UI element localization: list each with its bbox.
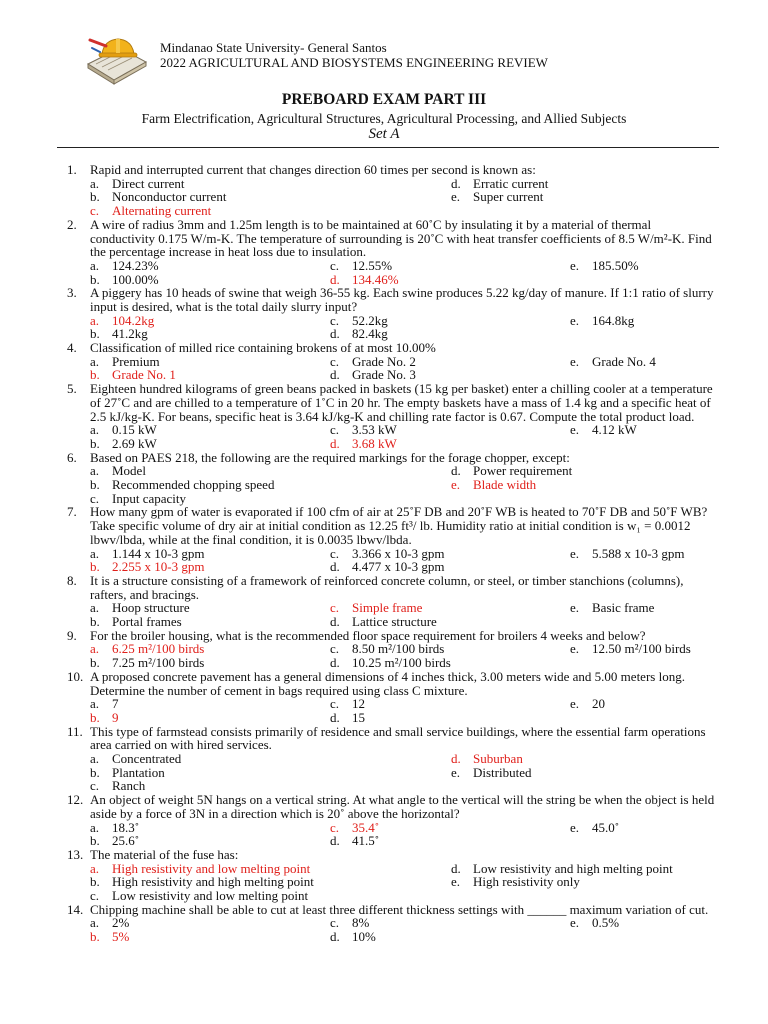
option-letter: c.: [330, 545, 340, 561]
option-text: 1.144 x 10-3 gpm: [112, 545, 205, 561]
answer-option: [330, 355, 416, 369]
question-stem: [0, 218, 768, 259]
question-text: A proposed concrete pavement has a general dimensions of 4 inches thick, 3.00 meters wide and 5.00 meters long. Determine the number of cement in bags required using class C mixture.: [90, 668, 685, 698]
option-letter: c.: [330, 312, 340, 328]
answer-option: [90, 437, 157, 451]
answer-option: [90, 492, 186, 506]
option-text: Grade No. 1: [112, 367, 176, 383]
question-number: 7.: [67, 504, 77, 520]
option-text: 10.25 m²/100 birds: [352, 655, 451, 671]
question-number: 13.: [67, 846, 84, 862]
option-letter: a.: [90, 696, 100, 712]
option-letter: d.: [451, 860, 461, 876]
option-letter: a.: [90, 819, 100, 835]
question-item: [0, 903, 768, 944]
option-text: 3.53 kW: [352, 422, 397, 438]
option-text: 82.4kg: [352, 326, 388, 342]
option-letter: b.: [90, 367, 100, 383]
option-letter: a.: [90, 545, 100, 561]
answer-option: [90, 834, 139, 848]
answer-option: [330, 314, 388, 328]
answer-option: [570, 355, 656, 369]
question-item: [0, 574, 768, 629]
option-letter: d.: [451, 175, 461, 191]
option-text: Recommended chopping speed: [112, 477, 275, 493]
question-item: [0, 286, 768, 341]
option-letter: d.: [330, 833, 340, 849]
option-text: Super current: [473, 189, 544, 205]
answer-option-correct: [451, 752, 523, 766]
question-item: [0, 505, 768, 574]
option-text: 41.5˚: [352, 833, 380, 849]
answer-option: [451, 862, 673, 876]
option-letter: b.: [90, 614, 100, 630]
answer-option: [451, 766, 532, 780]
option-letter: c.: [330, 915, 340, 931]
option-letter: a.: [90, 600, 100, 616]
option-letter: b.: [90, 764, 100, 780]
university-name: Mindanao State University- General Santos: [160, 40, 387, 55]
answer-option-correct: [90, 930, 129, 944]
answer-option: [90, 656, 204, 670]
answer-option: [90, 273, 159, 287]
option-text: Distributed: [473, 764, 532, 780]
option-text: 134.46%: [352, 271, 399, 287]
question-text: The material of the fuse has:: [90, 846, 239, 862]
answer-options: [0, 547, 768, 574]
answer-option: [451, 190, 543, 204]
option-text: 35.4˚: [352, 819, 380, 835]
answer-options: [0, 601, 768, 628]
option-letter: a.: [90, 312, 100, 328]
option-text: 45.0˚: [592, 819, 620, 835]
exam-subtitle: Farm Electrification, Agricultural Structures, Agricultural Processing, and Allied Subjects: [141, 111, 627, 126]
answer-option: [570, 821, 619, 835]
answer-option: [330, 259, 392, 273]
option-text: 10%: [352, 929, 376, 945]
answer-option: [90, 259, 159, 273]
answer-option: [330, 560, 444, 574]
option-letter: d.: [451, 751, 461, 767]
answer-option: [330, 930, 376, 944]
option-letter: d.: [330, 559, 340, 575]
exam-set: Set A: [368, 126, 400, 142]
question-number: 1.: [67, 162, 77, 177]
answer-option: [90, 601, 190, 615]
option-text: 185.50%: [592, 257, 639, 273]
answer-options: [0, 423, 768, 450]
answer-option: [330, 615, 437, 629]
answer-option-correct: [90, 314, 154, 328]
review-logo: [86, 34, 148, 86]
option-letter: c.: [330, 641, 340, 657]
question-text: For the broiler housing, what is the recommended floor space requirement for broilers 4 weeks and below?: [90, 627, 646, 643]
option-letter: d.: [330, 929, 340, 945]
answer-option-correct: [90, 204, 211, 218]
option-letter: c.: [330, 422, 340, 438]
question-stem: [0, 629, 768, 643]
answer-option: [90, 327, 148, 341]
exam-title: PREBOARD EXAM PART III: [281, 91, 487, 108]
answer-option-correct: [90, 560, 204, 574]
answer-option-correct: [451, 478, 536, 492]
answer-option: [570, 314, 634, 328]
answer-option: [570, 642, 691, 656]
option-letter: a.: [90, 175, 100, 191]
question-number: 8.: [67, 572, 77, 588]
option-letter: d.: [330, 367, 340, 383]
answer-option: [570, 697, 605, 711]
answer-options: [0, 916, 768, 943]
option-text: 12.55%: [352, 257, 393, 273]
option-text: Suburban: [473, 751, 523, 767]
option-letter: d.: [330, 271, 340, 287]
answer-option: [330, 423, 397, 437]
answer-options: [0, 697, 768, 724]
option-text: Alternating current: [112, 203, 212, 219]
option-text: 41.2kg: [112, 326, 148, 342]
answer-option: [90, 478, 274, 492]
option-text: Low resistivity and low melting point: [112, 888, 309, 904]
option-text: 4.477 x 10-3 gpm: [352, 559, 445, 575]
question-item: [0, 793, 768, 848]
answer-option: [90, 547, 204, 561]
option-text: 3.68 kW: [352, 435, 397, 451]
option-letter: e.: [570, 641, 580, 657]
option-text: Power requirement: [473, 463, 573, 479]
answer-option: [90, 766, 165, 780]
option-text: 2.255 x 10-3 gpm: [112, 559, 205, 575]
option-text: High resistivity only: [473, 874, 580, 890]
option-letter: b.: [90, 189, 100, 205]
answer-option: [330, 711, 365, 725]
question-item: [0, 451, 768, 506]
question-stem: [0, 903, 768, 917]
option-text: 2.69 kW: [112, 435, 157, 451]
option-text: Input capacity: [112, 490, 186, 506]
option-letter: d.: [451, 463, 461, 479]
answer-option: [90, 752, 181, 766]
option-letter: a.: [90, 463, 100, 479]
option-letter: d.: [330, 614, 340, 630]
option-letter: a.: [90, 860, 100, 876]
option-letter: e.: [570, 915, 580, 931]
option-letter: b.: [90, 929, 100, 945]
question-list: [0, 163, 768, 944]
question-item: [0, 341, 768, 382]
question-stem: [0, 848, 768, 862]
option-letter: a.: [90, 422, 100, 438]
question-stem: [0, 725, 768, 752]
option-text: 4.12 kW: [592, 422, 637, 438]
answer-option: [451, 464, 572, 478]
option-text: 12.50 m²/100 birds: [592, 641, 691, 657]
option-letter: e.: [570, 422, 580, 438]
answer-option: [90, 889, 308, 903]
option-text: Lattice structure: [352, 614, 437, 630]
option-text: 0.15 kW: [112, 422, 157, 438]
option-text: 8%: [352, 915, 370, 931]
option-text: 52.2kg: [352, 312, 388, 328]
answer-option: [330, 642, 444, 656]
option-letter: e.: [570, 312, 580, 328]
answer-option-correct: [90, 368, 176, 382]
option-text: 9: [112, 709, 119, 725]
question-stem: [0, 793, 768, 820]
option-letter: d.: [330, 709, 340, 725]
option-letter: c.: [90, 203, 100, 219]
question-stem: [0, 286, 768, 313]
question-text: An object of weight 5N hangs on a vertical string. At what angle to the vertical will the string be when the object is held aside by a force of 3N in a direction which is 20˚ above the horizontal?: [90, 792, 715, 821]
answer-options: [0, 177, 768, 218]
answer-option-correct: [330, 437, 397, 451]
answer-option: [90, 875, 314, 889]
option-text: High resistivity and low melting point: [112, 860, 311, 876]
answer-options: [0, 752, 768, 793]
answer-option: [330, 547, 444, 561]
answer-option-correct: [330, 821, 379, 835]
option-text: 0.5%: [592, 915, 620, 931]
review-title: 2022 AGRICULTURAL AND BIOSYSTEMS ENGINEERING REVIEW: [160, 55, 548, 70]
option-letter: e.: [451, 189, 461, 205]
option-letter: e.: [570, 600, 580, 616]
question-item: [0, 670, 768, 725]
answer-options: [0, 642, 768, 669]
question-number: 11.: [67, 723, 83, 739]
answer-options: [0, 862, 768, 903]
option-letter: d.: [330, 435, 340, 451]
option-letter: e.: [570, 696, 580, 712]
option-text: 8.50 m²/100 birds: [352, 641, 445, 657]
option-letter: b.: [90, 559, 100, 575]
option-text: Ranch: [112, 778, 146, 794]
option-letter: e.: [451, 764, 461, 780]
question-text: Based on PAES 218, the following are the required markings for the forage chopper, except:: [90, 449, 570, 465]
answer-option-correct: [330, 601, 422, 615]
answer-option: [90, 355, 160, 369]
question-number: 5.: [67, 381, 77, 397]
question-item: [0, 382, 768, 451]
option-letter: e.: [570, 545, 580, 561]
answer-option: [90, 697, 119, 711]
answer-option: [330, 368, 416, 382]
option-text: Low resistivity and high melting point: [473, 860, 673, 876]
question-text: Rapid and interrupted current that changes direction 60 times per second is known as:: [90, 162, 536, 177]
option-text: 5%: [112, 929, 130, 945]
question-stem: [0, 163, 768, 177]
question-text: A piggery has 10 heads of swine that weigh 36-55 kg. Each swine produces 5.22 kg/day of manure. If 1:1 ratio of slurry input is desired, what is the total daily slurry input?: [90, 285, 714, 314]
answer-options: [0, 314, 768, 341]
answer-option: [90, 779, 145, 793]
option-text: Model: [112, 463, 146, 479]
question-text: It is a structure consisting of a framework of reinforced concrete column, or steel, or timber stanchions (columns), rafters, and bracings.: [90, 572, 684, 602]
option-letter: c.: [90, 888, 100, 904]
option-text: 2%: [112, 915, 130, 931]
question-text: Classification of milled rice containing brokens of at most 10.00%: [90, 340, 436, 356]
answer-option-correct: [90, 642, 204, 656]
option-letter: e.: [451, 477, 461, 493]
answer-option: [90, 177, 185, 191]
option-text: Hoop structure: [112, 600, 190, 616]
option-letter: e.: [570, 819, 580, 835]
option-letter: b.: [90, 874, 100, 890]
answer-options: [0, 355, 768, 382]
answer-option: [330, 656, 451, 670]
option-letter: c.: [330, 600, 340, 616]
question-number: 10.: [67, 668, 84, 684]
question-stem: [0, 670, 768, 697]
option-text: 25.6˚: [112, 833, 140, 849]
option-text: 3.366 x 10-3 gpm: [352, 545, 445, 561]
option-text: Concentrated: [112, 751, 182, 767]
option-letter: a.: [90, 257, 100, 273]
answer-option: [330, 834, 379, 848]
question-text: Eighteen hundred kilograms of green beans packed in baskets (15 kg per basket) enter a chilling cooler at a temperature of 27˚C and are chilled to a temperature of 1˚C in 20 hr. The empty baskets have a mass of 1.4 kg and a specific heat of 2.5 kJ/kg-K. For beans, specific heat is 3.64 kJ/kg-K and chilling rate factor is 0.67. Compute the total product load.: [90, 381, 713, 424]
option-letter: a.: [90, 641, 100, 657]
answer-option: [90, 615, 182, 629]
question-item: [0, 218, 768, 287]
option-text: Nonconductor current: [112, 189, 227, 205]
header-divider: [57, 147, 719, 148]
option-letter: e.: [570, 257, 580, 273]
question-stem: [0, 574, 768, 601]
answer-option: [570, 601, 654, 615]
option-text: 104.2kg: [112, 312, 155, 328]
question-item: [0, 629, 768, 670]
answer-option: [90, 916, 129, 930]
option-letter: b.: [90, 271, 100, 287]
question-item: [0, 848, 768, 903]
option-letter: b.: [90, 833, 100, 849]
question-text: How many gpm of water is evaporated if 100 cfm of air at 25˚F DB and 20˚F WB is heated to 70˚F DB and 50˚F WB? Take specific volume of dry air at initial condition as 12.25 ft³/ lb. Humidity ratio at initial condition is w₁ = 0.0012 lbwv/lbda, while at the final condition, it is 0.0035 lbwv/lbda.: [90, 504, 708, 547]
option-text: 7: [112, 696, 119, 712]
option-letter: e.: [451, 874, 461, 890]
option-letter: b.: [90, 709, 100, 725]
option-letter: b.: [90, 477, 100, 493]
answer-option-correct: [330, 273, 399, 287]
question-number: 3.: [67, 285, 77, 301]
answer-options: [0, 821, 768, 848]
question-stem: [0, 382, 768, 423]
question-text: A wire of radius 3mm and 1.25m length is to be maintained at 60˚C by insulating it by a material of thermal conductivity 0.175 W/m-K. The temperature of surrounding is 20˚C with heat transfer coefficients of 8.5 W/m²-K. Find the percentage increase in heat loss due to insulation.: [90, 216, 712, 260]
answer-option: [330, 916, 369, 930]
question-number: 2.: [67, 216, 77, 232]
question-number: 14.: [67, 901, 84, 917]
question-number: 4.: [67, 340, 77, 356]
answer-option: [570, 547, 684, 561]
answer-option-correct: [90, 711, 119, 725]
option-letter: b.: [90, 326, 100, 342]
option-letter: a.: [90, 353, 100, 369]
option-text: Grade No. 3: [352, 367, 416, 383]
option-text: High resistivity and high melting point: [112, 874, 314, 890]
option-text: Simple frame: [352, 600, 423, 616]
option-text: 12: [352, 696, 365, 712]
option-text: Plantation: [112, 764, 165, 780]
option-letter: b.: [90, 655, 100, 671]
option-letter: b.: [90, 435, 100, 451]
answer-option: [570, 916, 619, 930]
question-stem: [0, 505, 768, 546]
option-text: Basic frame: [592, 600, 655, 616]
question-number: 12.: [67, 792, 84, 808]
option-letter: a.: [90, 915, 100, 931]
answer-option: [90, 190, 226, 204]
answer-option: [570, 423, 637, 437]
question-number: 6.: [67, 449, 77, 465]
question-number: 9.: [67, 627, 77, 643]
answer-options: [0, 464, 768, 505]
question-text: This type of farmstead consists primarily of residence and small service buildings, where the essential farm operations area carried on with hired services.: [90, 723, 706, 753]
option-letter: d.: [330, 655, 340, 671]
option-text: Portal frames: [112, 614, 182, 630]
option-text: 7.25 m²/100 birds: [112, 655, 205, 671]
question-item: [0, 725, 768, 794]
answer-option: [90, 464, 146, 478]
answer-options: [0, 259, 768, 286]
option-text: 5.588 x 10-3 gpm: [592, 545, 685, 561]
option-letter: c.: [330, 696, 340, 712]
option-letter: e.: [570, 353, 580, 369]
option-text: 18.3˚: [112, 819, 140, 835]
answer-option: [451, 177, 548, 191]
option-letter: c.: [330, 257, 340, 273]
answer-option: [90, 821, 139, 835]
option-text: 15: [352, 709, 365, 725]
option-text: 6.25 m²/100 birds: [112, 641, 205, 657]
option-text: 164.8kg: [592, 312, 635, 328]
question-stem: [0, 341, 768, 355]
option-text: Erratic current: [473, 175, 549, 191]
option-text: 100.00%: [112, 271, 159, 287]
answer-option: [570, 259, 639, 273]
option-text: Grade No. 2: [352, 353, 416, 369]
option-letter: c.: [90, 778, 100, 794]
question-stem: [0, 451, 768, 465]
option-text: Blade width: [473, 477, 537, 493]
option-letter: c.: [330, 353, 340, 369]
option-letter: c.: [330, 819, 340, 835]
answer-option: [330, 697, 365, 711]
answer-option: [451, 875, 580, 889]
option-text: 124.23%: [112, 257, 159, 273]
option-text: Grade No. 4: [592, 353, 656, 369]
option-text: Premium: [112, 353, 160, 369]
option-text: 20: [592, 696, 605, 712]
question-text: Chipping machine shall be able to cut at least three different thickness settings with ______ maximum variation of cut.: [90, 901, 709, 917]
answer-option: [330, 327, 388, 341]
option-letter: c.: [90, 490, 100, 506]
option-letter: d.: [330, 326, 340, 342]
answer-option-correct: [90, 862, 310, 876]
answer-option: [90, 423, 157, 437]
question-item: [0, 163, 768, 218]
option-letter: a.: [90, 751, 100, 767]
option-text: Direct current: [112, 175, 185, 191]
